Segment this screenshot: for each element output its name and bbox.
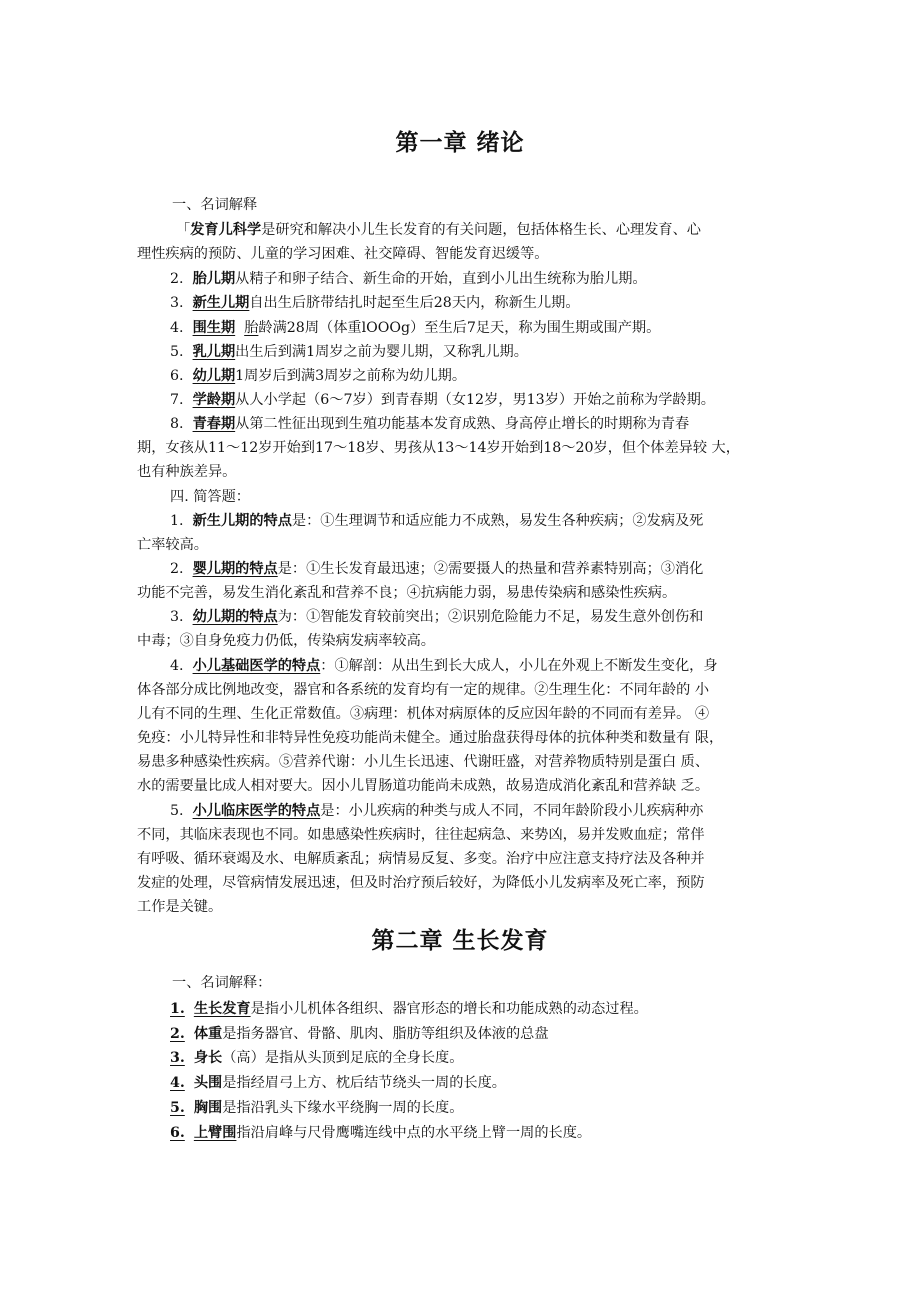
chapter-1-title: 第一章 绪论 (395, 129, 525, 156)
definition-1-cont: 理性疾病的预防、儿童的学习困难、社交障碍、智能发育迟缓等。 (137, 246, 549, 262)
definition-6-num: 6. (170, 368, 184, 384)
definition-8-cont-1: 期，女孩从11～12岁开始到17～18岁、男孩从13～14岁开始到18～20岁，但个体差异较 大， (137, 440, 740, 456)
term-4 (170, 1073, 506, 1093)
answer-3-term: 幼儿期的特点 (192, 609, 278, 625)
answer-5-cont-2: 有呼吸、循环衰竭及水、电解质紊乱；病情易反复、多变。治疗中应注意支持疗法及各种并 (137, 851, 705, 867)
definition-2-text: 从精子和卵子结合、新生命的开始，直到小儿出生统称为胎儿期。 (235, 271, 647, 287)
answer-4 (170, 656, 718, 676)
definition-4-term-b: 胎 (244, 320, 259, 336)
answer-5 (170, 801, 703, 821)
term-4-num: 4. (170, 1075, 185, 1091)
term-2 (170, 1024, 549, 1044)
answer-2-num: 2. (170, 561, 184, 577)
definition-2 (170, 269, 647, 289)
term-2-text: 是指务器官、骨骼、肌肉、脂肪等组织及体液的总盘 (222, 1026, 549, 1042)
definition-6-term: 幼儿期 (192, 368, 236, 384)
definition-7-text: 从人小学起（6～7岁）到青春期（女12岁，男13岁）开始之前称为学龄期。 (235, 392, 715, 408)
definition-1-term: 发育儿科学 (190, 222, 262, 238)
section-short-answer-heading: 四. 简答题： (170, 489, 250, 505)
answer-2 (170, 559, 703, 579)
term-6-num: 6. (170, 1125, 185, 1141)
answer-2-text: 是：①生长发育最迅速；②需要摄人的热量和营养素特别高；③消化 (277, 561, 704, 577)
answer-1-text: 是：①生理调节和适应能力不成熟，易发生各种疾病；②发病及死 (291, 513, 704, 529)
answer-2-cont: 功能不完善，易发生消化紊乱和营养不良；④抗病能力弱，易患传染病和感染性疾病。 (137, 585, 677, 601)
answer-5-num: 5. (170, 803, 184, 819)
answer-3-num: 3. (170, 609, 184, 625)
term-4-term: 头围 (193, 1075, 223, 1091)
term-5-term: 胸围 (193, 1100, 223, 1116)
definition-2-term: 胎儿期 (192, 271, 236, 287)
term-6-text: 指沿肩峰与尺骨鹰嘴连线中点的水平绕上臂一周的长度。 (236, 1125, 592, 1141)
answer-4-term: 小儿基础医学的特点 (192, 658, 321, 674)
definition-4-num: 4. (170, 320, 184, 336)
answer-4-num: 4. (170, 658, 184, 674)
section-terms-heading-2: 一、名词解释： (172, 975, 272, 991)
answer-1-cont: 亡率较高。 (137, 537, 208, 553)
definition-2-num: 2. (170, 271, 184, 287)
term-5-text: 是指沿乳头下缘水平绕胸一周的长度。 (222, 1100, 464, 1116)
definition-5-text: 出生后到满1周岁之前为婴儿期，又称乳儿期。 (235, 344, 528, 360)
answer-4-cont-3: 免疫：小儿特异性和非特异性免疫功能尚未健全。通过胎盘获得母体的抗体种类和数量有 限， (137, 730, 724, 746)
answer-5-text: 是：小儿疾病的种类与成人不同，不同年龄阶段小儿疾病种亦 (320, 803, 704, 819)
term-1 (170, 999, 648, 1019)
definition-3-num: 3. (170, 295, 184, 311)
answer-1-num: 1. (170, 513, 184, 529)
answer-4-cont-1: 体各部分成比例地改变，器官和各系统的发育均有一定的规律。②生理生化：不同年龄的 小 (137, 682, 710, 698)
definition-6-text: 1周岁后到满3周岁之前称为幼儿期。 (235, 368, 467, 384)
answer-5-cont-1: 不同，其临床表现也不同。如患感染性疾病时，往往起病急、来势凶，易并发败血症；常伴 (137, 827, 705, 843)
definition-8-cont-2: 也有种族差异。 (137, 464, 237, 480)
answer-5-cont-4: 工作是关键。 (137, 899, 223, 915)
answer-3-cont: 中毒；③自身免疫力仍低，传染病发病率较高。 (137, 633, 435, 649)
definition-8-term: 青春期 (192, 416, 236, 432)
answer-3-text: 为：①智能发育较前突出；②识别危险能力不足，易发生意外创伤和 (277, 609, 704, 625)
definition-5-term: 乳儿期 (192, 344, 236, 360)
answer-3 (170, 607, 703, 627)
term-5-num: 5. (170, 1100, 185, 1116)
term-6-term: 上臂围 (193, 1125, 237, 1141)
definition-6 (170, 366, 466, 386)
definition-4 (170, 318, 660, 338)
definition-3-text: 自出生后脐带结扎时起至生后28天内，称新生儿期。 (249, 295, 580, 311)
definition-7-term: 学龄期 (192, 392, 236, 408)
definition-5-num: 5. (170, 344, 184, 360)
answer-4-cont-4: 易患多种感染性疾病。⑤营养代谢：小儿生长迅速、代谢旺盛，对营养物质特别是蛋白 质、 (137, 754, 710, 770)
term-5 (170, 1098, 463, 1118)
definition-8-text: 从第二性征出现到生殖功能基本发育成熟、身高停止增长的时期称为青春 (235, 416, 690, 432)
term-3 (170, 1048, 463, 1068)
definition-1-text: 是研究和解决小儿生长发育的有关问题，包括体格生长、心理发育、心 (261, 222, 701, 238)
answer-1-term: 新生儿期的特点 (192, 513, 292, 529)
definition-3 (170, 293, 580, 313)
definition-3-term: 新生儿期 (192, 295, 250, 311)
definition-7 (170, 390, 715, 410)
definition-8 (170, 414, 689, 434)
section-terms-heading: 一、名词解释 (172, 197, 258, 213)
answer-4-text: ：①解剖：从出生到长大成人，小儿在外观上不断发生变化，身 (320, 658, 718, 674)
definition-7-num: 7. (170, 392, 184, 408)
chapter-2-title: 第二章 生长发育 (371, 927, 549, 954)
term-3-num: 3. (170, 1050, 185, 1066)
term-1-num: 1. (170, 1001, 185, 1017)
answer-1 (170, 511, 703, 531)
definition-4-term: 围生期 (192, 320, 236, 336)
term-2-num: 2. (170, 1026, 185, 1042)
definition-1-prefix: 「 (176, 222, 191, 238)
answer-5-term: 小儿临床医学的特点 (192, 803, 321, 819)
answer-4-cont-5: 水的需要量比成人相对要大。因小儿胃肠道功能尚未成熟，故易造成消化紊乱和营养缺 乏。 (137, 778, 710, 794)
term-1-text: 是指小儿机体各组织、器官形态的增长和功能成熟的动态过程。 (250, 1001, 648, 1017)
term-3-text: （高）是指从头顶到足底的全身长度。 (222, 1050, 464, 1066)
answer-2-term: 婴儿期的特点 (192, 561, 278, 577)
term-4-text: 是指经眉弓上方、枕后结节绕头一周的长度。 (222, 1075, 506, 1091)
term-2-term: 体重 (193, 1026, 223, 1042)
definition-4-text: 龄满28周（体重lOOOg）至生后7足天，称为围生期或围产期。 (258, 320, 661, 336)
definition-5 (170, 342, 528, 362)
term-6 (170, 1123, 591, 1143)
answer-5-cont-3: 发症的处理，尽管病情发展迅速，但及时治疗预后较好，为降低小儿发病率及死亡率，预防 (137, 875, 705, 891)
definition-8-num: 8. (170, 416, 184, 432)
term-1-term: 生长发育 (193, 1001, 251, 1017)
definition-1 (176, 220, 701, 240)
answer-4-cont-2: 儿有不同的生理、生化正常数值。③病理：机体对病原体的反应因年龄的不同而有差异。 ④ (137, 706, 710, 722)
term-3-term: 身长 (193, 1050, 223, 1066)
